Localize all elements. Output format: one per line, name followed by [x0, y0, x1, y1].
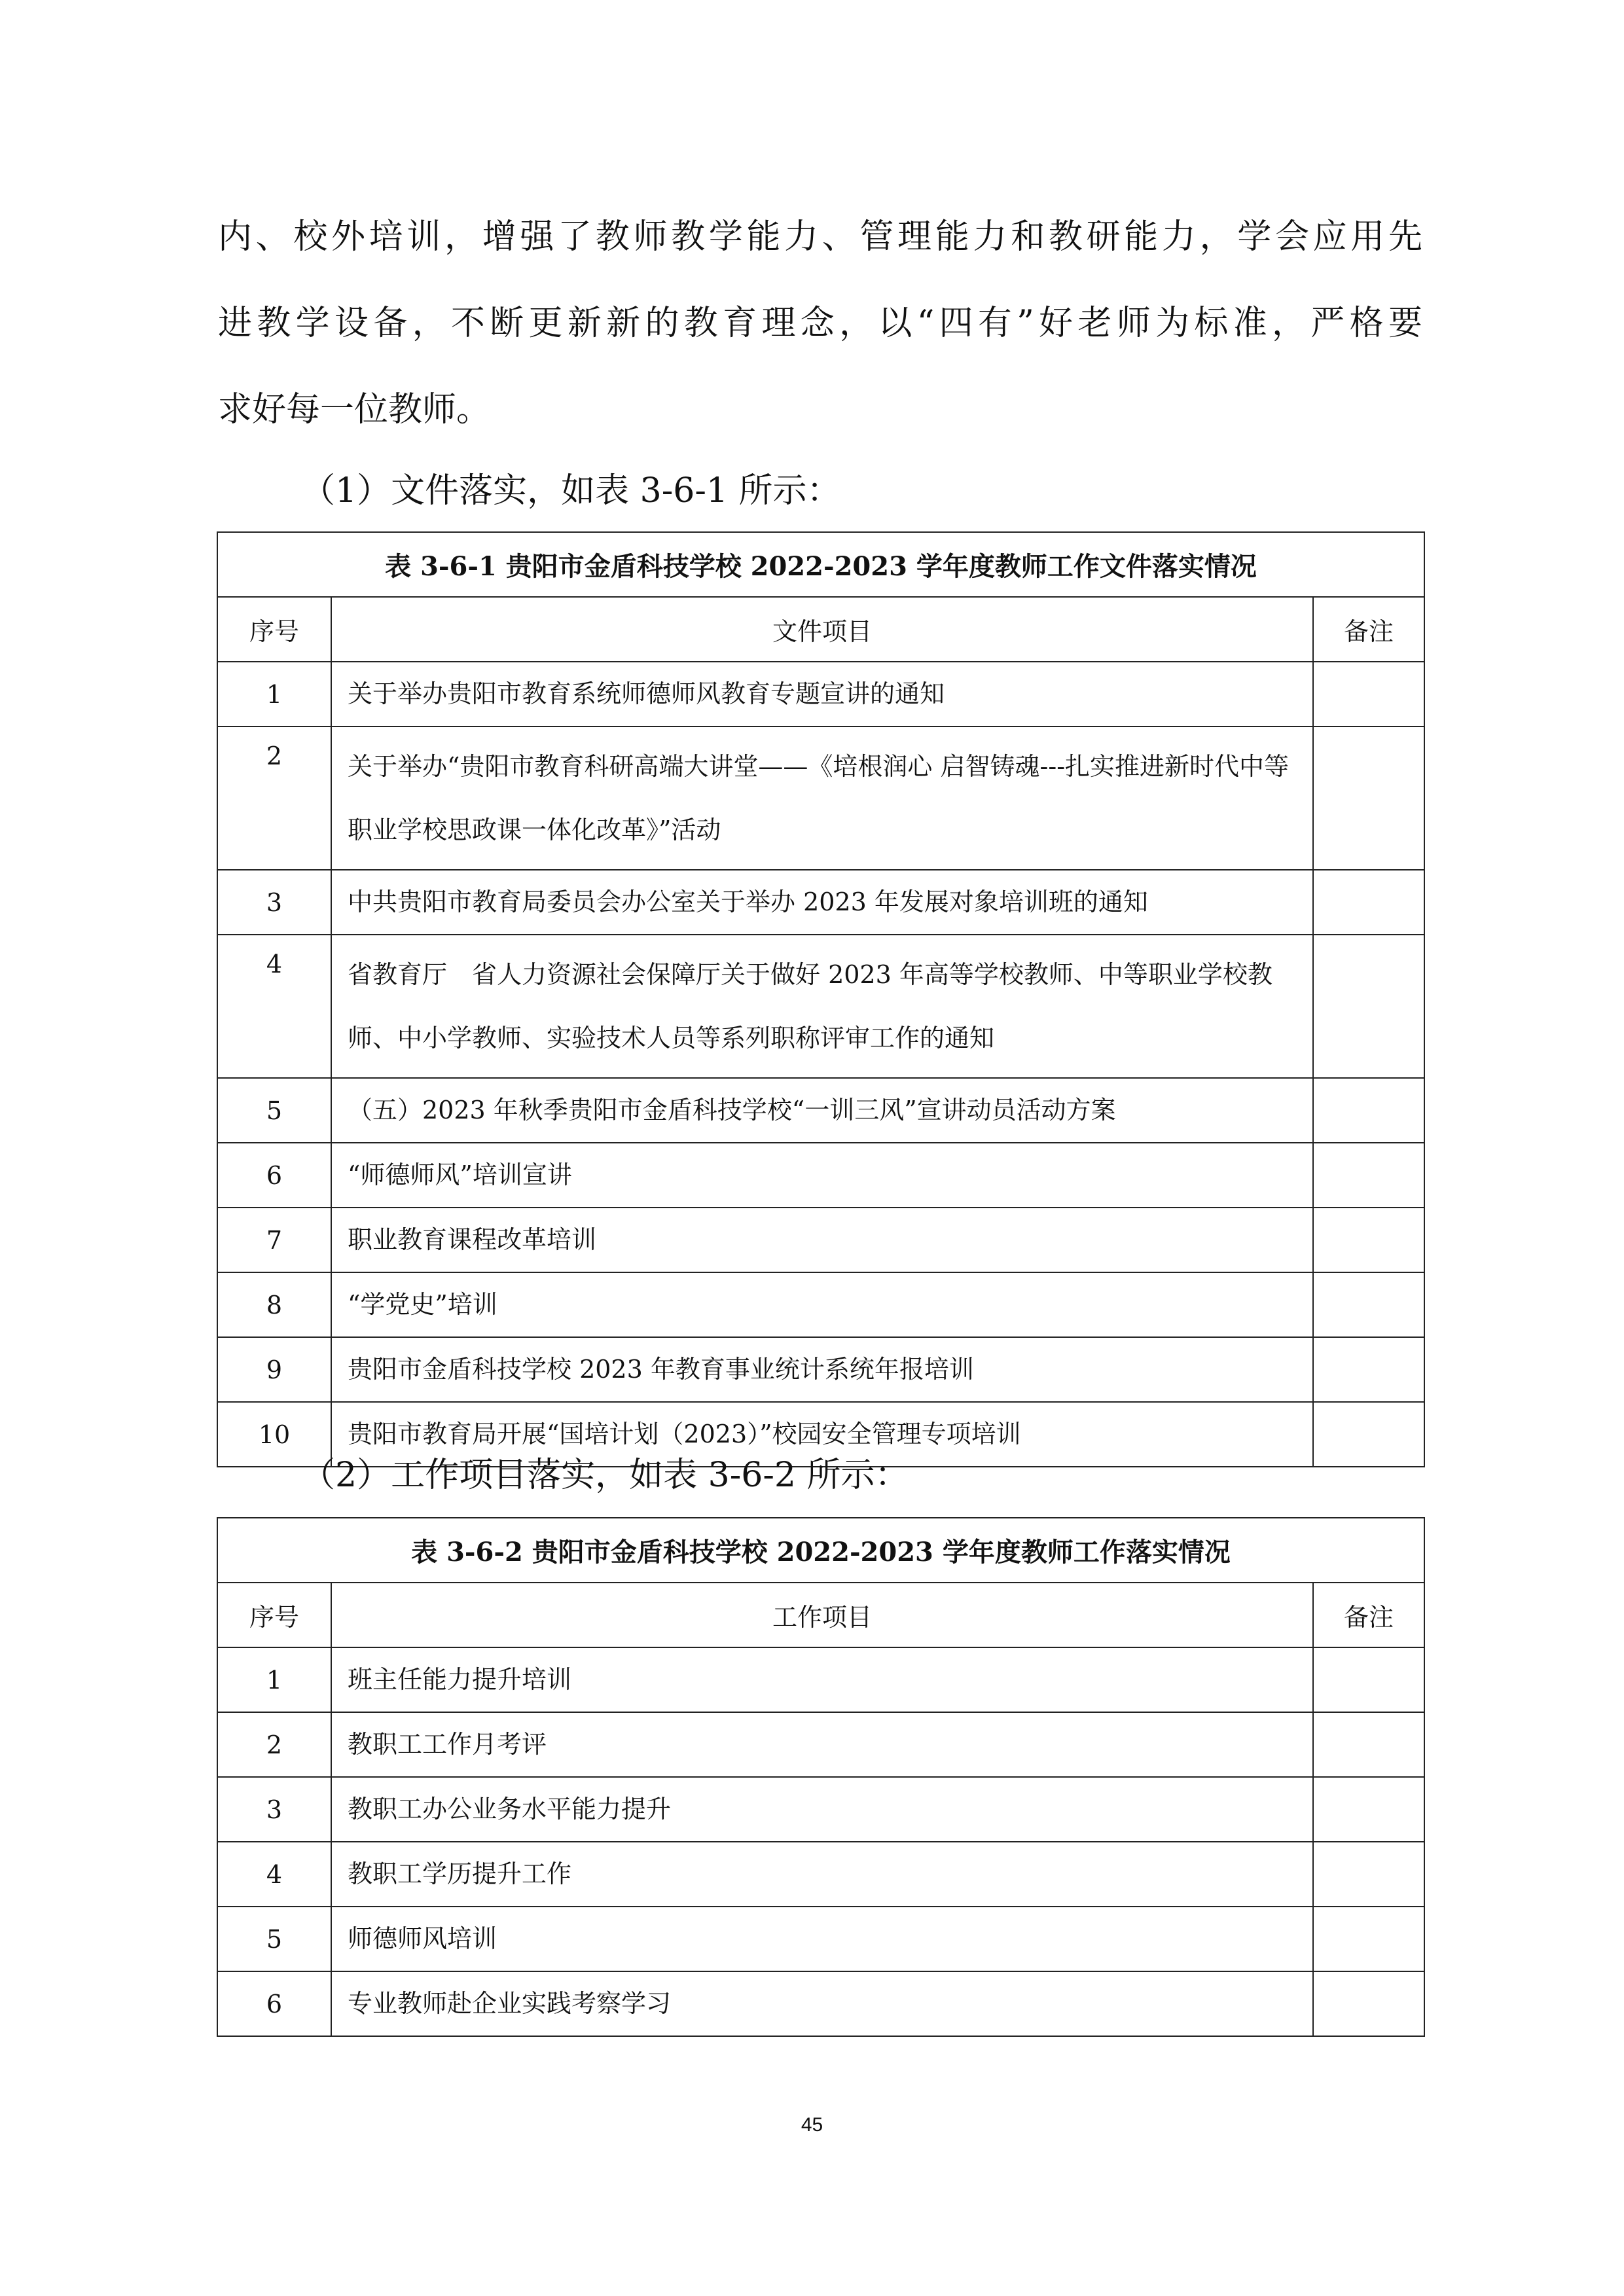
row-note	[1313, 1402, 1424, 1467]
header-note: 备注	[1313, 597, 1424, 662]
row-number: 6	[217, 1143, 331, 1208]
table-row	[217, 726, 1424, 870]
row-note	[1313, 935, 1424, 1078]
row-number: 8	[217, 1272, 331, 1337]
header-note: 备注	[1313, 1583, 1424, 1647]
row-note	[1313, 1971, 1424, 2036]
row-item: “师德师风”培训宣讲	[331, 1143, 1313, 1208]
row-item: 关于举办“贵阳市教育科研高端大讲堂——《培根润心 启智铸魂---扎实推进新时代中等职业学校思政课一体化改革》”活动	[331, 726, 1313, 870]
row-item: 教职工办公业务水平能力提升	[331, 1777, 1313, 1842]
row-note	[1313, 870, 1424, 935]
table-row	[217, 870, 1424, 935]
row-item: 班主任能力提升培训	[331, 1647, 1313, 1712]
row-number: 2	[217, 1712, 331, 1777]
row-note	[1313, 1143, 1424, 1208]
table-row	[217, 1272, 1424, 1337]
table1-title: 表 3-6-1 贵阳市金盾科技学校 2022-2023 学年度教师工作文件落实情况	[217, 532, 1424, 597]
paragraph-line: 进教学设备，不断更新新的教育理念，以“四有”好老师为标准，严格要	[218, 304, 1422, 343]
row-item: 中共贵阳市教育局委员会办公室关于举办 2023 年发展对象培训班的通知	[331, 870, 1313, 935]
table-row	[217, 1907, 1424, 1971]
row-item: 贵阳市教育局开展“国培计划（2023）”校园安全管理专项培训	[331, 1402, 1313, 1467]
row-note	[1313, 726, 1424, 870]
body-paragraph	[218, 194, 1422, 453]
row-number: 7	[217, 1208, 331, 1272]
row-number: 1	[217, 1647, 331, 1712]
row-note	[1313, 1208, 1424, 1272]
row-item: 师德师风培训	[331, 1907, 1313, 1971]
row-number: 2	[217, 726, 331, 870]
row-number: 3	[217, 1777, 331, 1842]
table-file-implementation	[217, 531, 1425, 1467]
row-number: 1	[217, 662, 331, 726]
row-note	[1313, 1647, 1424, 1712]
row-note	[1313, 1907, 1424, 1971]
row-number: 9	[217, 1337, 331, 1402]
paragraph-line: 内、校外培训，增强了教师教学能力、管理能力和教研能力，学会应用先	[218, 217, 1422, 257]
header-item: 工作项目	[331, 1583, 1313, 1647]
row-note	[1313, 662, 1424, 726]
row-item: 职业教育课程改革培训	[331, 1208, 1313, 1272]
header-index: 序号	[217, 597, 331, 662]
row-note	[1313, 1712, 1424, 1777]
row-number: 10	[217, 1402, 331, 1467]
table-row	[217, 1647, 1424, 1712]
row-item: 教职工学历提升工作	[331, 1842, 1313, 1907]
row-note	[1313, 1842, 1424, 1907]
row-number: 5	[217, 1078, 331, 1143]
table-row	[217, 1143, 1424, 1208]
table-row	[217, 1078, 1424, 1143]
row-item: 省教育厅 省人力资源社会保障厅关于做好 2023 年高等学校教师、中等职业学校教师、中小学教师、实验技术人员等系列职称评审工作的通知	[331, 935, 1313, 1078]
table-row	[217, 1842, 1424, 1907]
row-number: 3	[217, 870, 331, 935]
row-item: 关于举办贵阳市教育系统师德师风教育专题宣讲的通知	[331, 662, 1313, 726]
row-number: 4	[217, 1842, 331, 1907]
header-index: 序号	[217, 1583, 331, 1647]
page-number: 45	[801, 2114, 823, 2136]
row-note	[1313, 1777, 1424, 1842]
row-number: 4	[217, 935, 331, 1078]
table-row	[217, 1777, 1424, 1842]
table1-caption: （1）文件落实，如表 3-6-1 所示：	[301, 471, 841, 511]
row-item: （五）2023 年秋季贵阳市金盾科技学校“一训三风”宣讲动员活动方案	[331, 1078, 1313, 1143]
table-row	[217, 1337, 1424, 1402]
row-number: 6	[217, 1971, 331, 2036]
paragraph-line: 求好每一位教师。	[218, 390, 491, 429]
table2-title: 表 3-6-2 贵阳市金盾科技学校 2022-2023 学年度教师工作落实情况	[217, 1518, 1424, 1583]
row-item: 贵阳市金盾科技学校 2023 年教育事业统计系统年报培训	[331, 1337, 1313, 1402]
row-note	[1313, 1337, 1424, 1402]
table2-caption: （2）工作项目落实，如表 3-6-2 所示：	[301, 1456, 909, 1495]
row-note	[1313, 1272, 1424, 1337]
table-row	[217, 662, 1424, 726]
table-row	[217, 935, 1424, 1078]
table-row	[217, 1712, 1424, 1777]
header-item: 文件项目	[331, 597, 1313, 662]
row-item: 专业教师赴企业实践考察学习	[331, 1971, 1313, 2036]
row-number: 5	[217, 1907, 331, 1971]
table-row	[217, 1971, 1424, 2036]
row-item: 教职工工作月考评	[331, 1712, 1313, 1777]
table-row	[217, 1208, 1424, 1272]
table-work-implementation	[217, 1517, 1425, 2037]
row-note	[1313, 1078, 1424, 1143]
row-item: “学党史”培训	[331, 1272, 1313, 1337]
